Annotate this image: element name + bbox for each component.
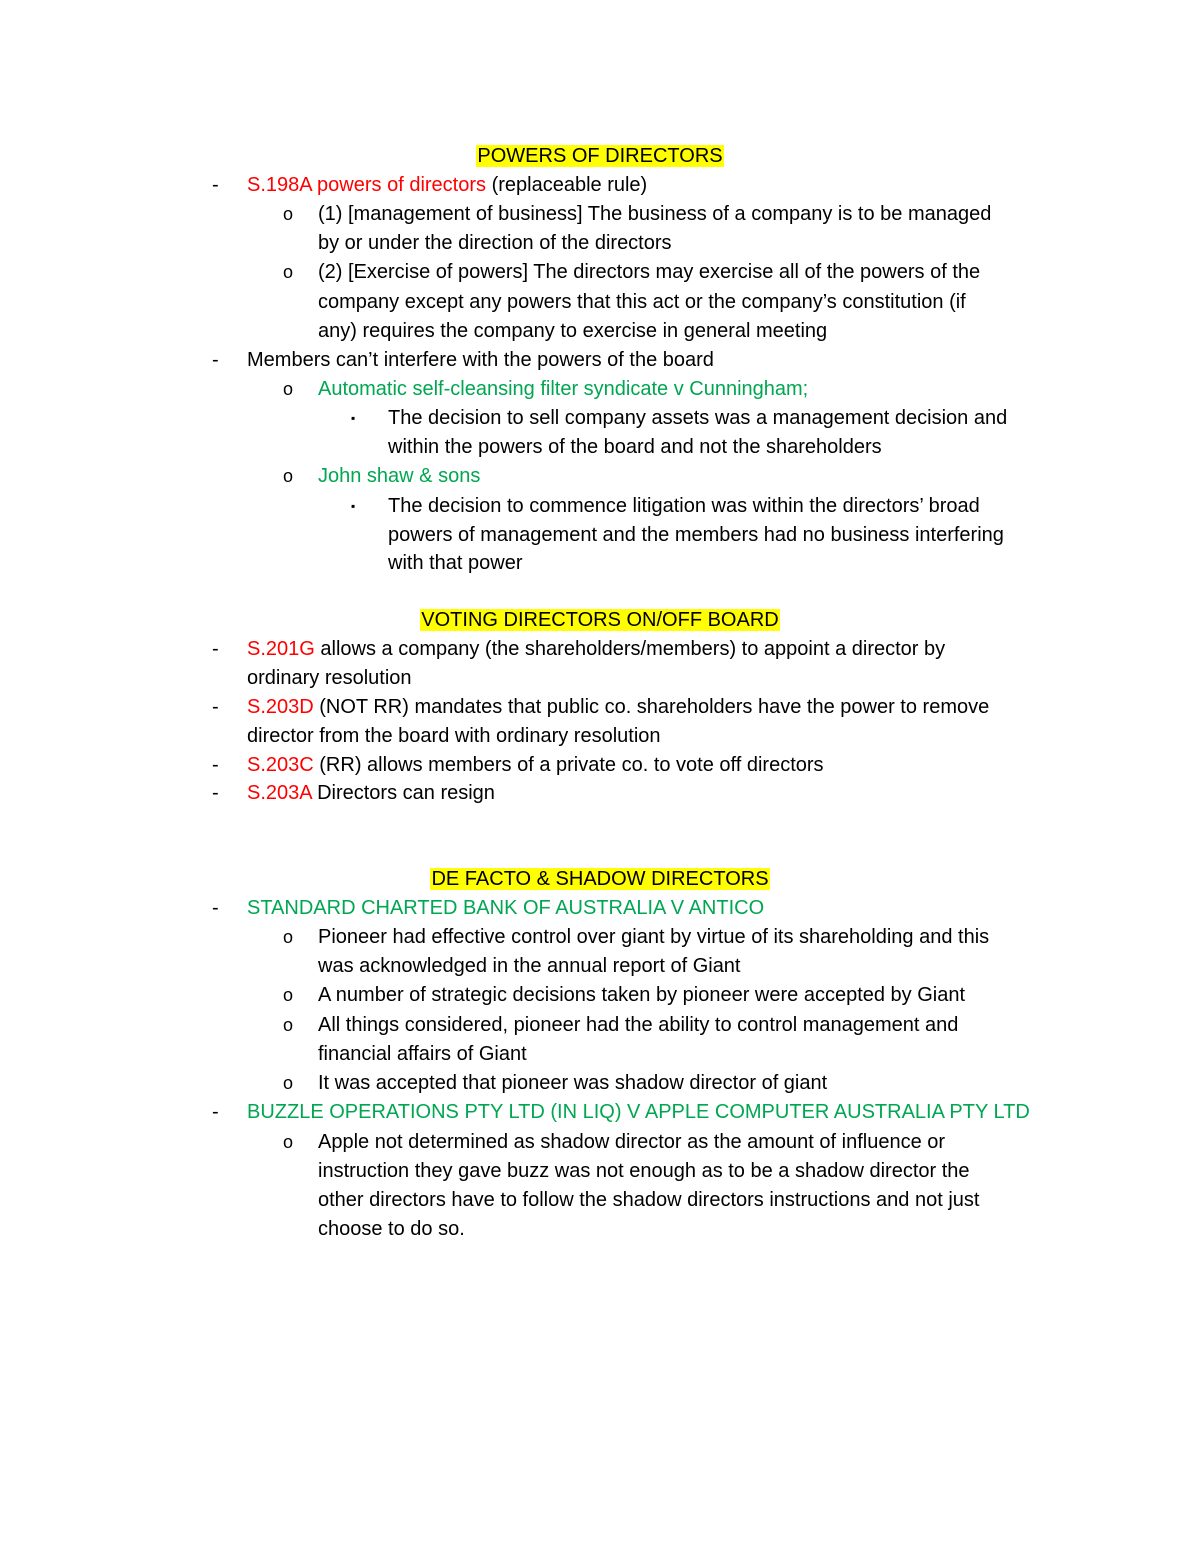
list-item-s198a [247, 171, 647, 200]
section-reference: S.203A [247, 782, 312, 804]
list-item-s203c [247, 751, 824, 780]
sub-item-text: A number of strategic decisions taken by pioneer were accepted by Giant [318, 984, 966, 1006]
circle-bullet: o [283, 204, 294, 224]
circle-bullet: o [283, 1015, 294, 1035]
sub-item-text: any) requires the company to exercise in general meeting [318, 320, 828, 342]
dash-bullet: - [212, 782, 219, 804]
sub-item-text: was acknowledged in the annual report of Giant [318, 955, 741, 977]
dash-bullet: - [212, 638, 219, 660]
heading-text: DE FACTO & SHADOW DIRECTORS [431, 868, 769, 890]
case-note-text: powers of management and the members had no business interfering [388, 524, 1004, 546]
heading-powers-of-directors [0, 142, 1200, 171]
circle-bullet: o [283, 466, 294, 486]
square-bullet: ▪ [351, 499, 356, 513]
case-note-text: within the powers of the board and not the shareholders [388, 436, 882, 458]
sub-item-text: (1) [management of business] The business of a company is to be managed [318, 203, 992, 225]
item-text: allows a company (the shareholders/members) to appoint a director by [314, 638, 946, 660]
sub-item-text: It was accepted that pioneer was shadow director of giant [318, 1072, 828, 1094]
sub-item-text: company except any powers that this act or the company’s constitution (if [318, 291, 966, 313]
sub-item-text: instruction they gave buzz was not enough as to be a shadow director the [318, 1160, 970, 1182]
sub-item-text: financial affairs of Giant [318, 1043, 527, 1065]
sub-item-text: (2) [Exercise of powers] The directors may exercise all of the powers of the [318, 261, 981, 283]
dash-bullet: - [212, 1101, 219, 1123]
sub-item-text: choose to do so. [318, 1218, 465, 1240]
case-note-text: The decision to commence litigation was within the directors’ broad [388, 495, 980, 517]
dash-bullet: - [212, 754, 219, 776]
sub-item-text: other directors have to follow the shadow directors instructions and not just [318, 1189, 980, 1211]
section-reference: S.203D [247, 696, 314, 718]
case-name: BUZZLE OPERATIONS PTY LTD (IN LIQ) V APPLE COMPUTER AUSTRALIA PTY LTD [247, 1101, 1030, 1123]
case-name: John shaw & sons [318, 465, 481, 487]
item-text: Directors can resign [311, 782, 495, 804]
circle-bullet: o [283, 985, 294, 1005]
heading-text: VOTING DIRECTORS ON/OFF BOARD [421, 609, 779, 631]
section-reference: S.198A powers of directors [247, 174, 487, 196]
case-name: Automatic self-cleansing filter syndicate v Cunningham; [318, 378, 809, 400]
square-bullet: ▪ [351, 411, 356, 425]
heading-de-facto-shadow-directors [0, 865, 1200, 894]
circle-bullet: o [283, 1132, 294, 1152]
item-text: director from the board with ordinary resolution [247, 725, 661, 747]
heading-voting-directors [0, 606, 1200, 635]
section-reference: S.201G [247, 638, 315, 660]
dash-bullet: - [212, 174, 219, 196]
sub-item-text: All things considered, pioneer had the ability to control management and [318, 1014, 959, 1036]
circle-bullet: o [283, 1073, 294, 1093]
sub-item-text: Apple not determined as shadow director as the amount of influence or [318, 1131, 946, 1153]
case-note-text: with that power [388, 552, 523, 574]
list-item-s203d [247, 693, 989, 722]
dash-bullet: - [212, 897, 219, 919]
circle-bullet: o [283, 262, 294, 282]
item-text: ordinary resolution [247, 667, 412, 689]
item-text: (replaceable rule) [486, 174, 648, 196]
list-item-members: Members can’t interfere with the powers of the board [247, 349, 714, 371]
circle-bullet: o [283, 379, 294, 399]
heading-text: POWERS OF DIRECTORS [477, 145, 723, 167]
list-item-s201g [247, 635, 945, 664]
sub-item-text: Pioneer had effective control over giant by virtue of its shareholding and this [318, 926, 990, 948]
dash-bullet: - [212, 349, 219, 371]
circle-bullet: o [283, 927, 294, 947]
item-text: (RR) allows members of a private co. to vote off directors [313, 754, 824, 776]
case-note-text: The decision to sell company assets was a management decision and [388, 407, 1008, 429]
dash-bullet: - [212, 696, 219, 718]
section-reference: S.203C [247, 754, 314, 776]
case-name: STANDARD CHARTED BANK OF AUSTRALIA V ANTICO [247, 897, 765, 919]
sub-item-text: by or under the direction of the directors [318, 232, 672, 254]
list-item-s203a [247, 779, 495, 808]
item-text: (NOT RR) mandates that public co. shareholders have the power to remove [313, 696, 990, 718]
